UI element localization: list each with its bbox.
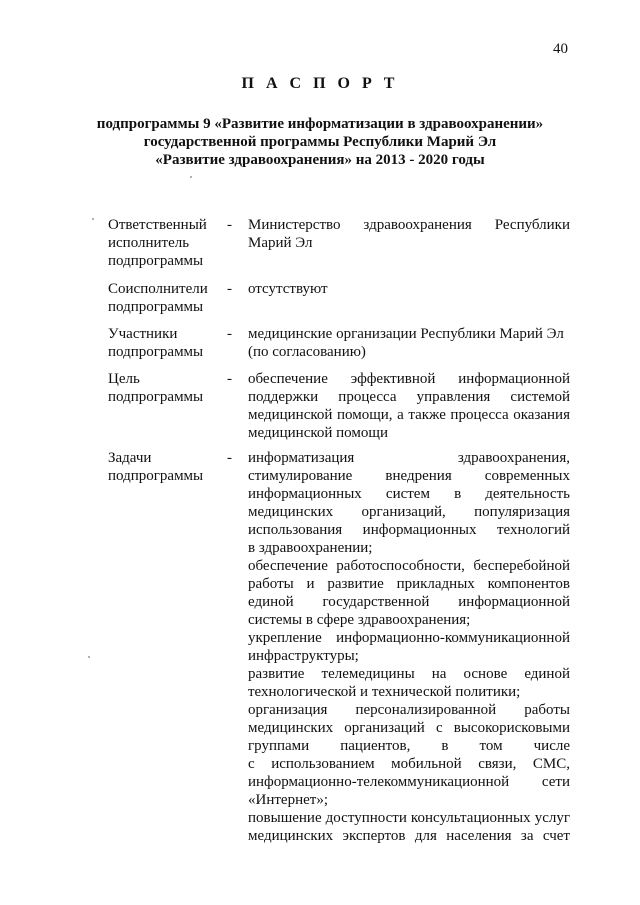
label-line: Цель	[108, 371, 140, 387]
value-line: единой государственной информационной	[248, 594, 570, 610]
subtitle-line: «Развитие здравоохранения» на 2013 - 2020 годы	[155, 152, 485, 168]
label-line: подпрограммы	[108, 299, 204, 315]
row-label	[108, 325, 220, 361]
label-line: Участники	[108, 326, 178, 342]
value-line: «Интернет»;	[248, 792, 328, 808]
value-line: стимулирование внедрения современных	[248, 468, 570, 484]
row-label	[108, 280, 220, 316]
value-line: информационных систем в деятельность	[248, 486, 570, 502]
subtitle-line: государственной программы Республики Марий Эл	[143, 134, 497, 150]
label-line: Соисполнители	[108, 281, 208, 297]
row-value	[248, 216, 570, 252]
scan-speck	[190, 176, 192, 178]
value-line: группами пациентов, в том числе	[248, 738, 570, 754]
value-line: повышение доступности консультационных услуг	[248, 810, 570, 826]
row-dash: -	[227, 281, 232, 297]
label-line: исполнитель	[108, 235, 190, 251]
value-line: (по согласованию)	[248, 344, 366, 360]
row-label	[108, 216, 220, 270]
value-line: с использованием мобильной связи, СМС,	[248, 756, 570, 772]
label-line: Ответственный	[108, 217, 207, 233]
value-line: медицинской помощи	[248, 425, 388, 441]
value-line: информационно-телекоммуникационной сети	[248, 774, 570, 790]
row-dash: -	[227, 450, 232, 466]
value-line: отсутствуют	[248, 281, 328, 297]
value-line: медицинской помощи, а также процесса оказания	[248, 407, 570, 423]
label-line: подпрограммы	[108, 253, 204, 269]
row-dash: -	[227, 371, 232, 387]
subtitle-line: подпрограммы 9 «Развитие информатизации в здравоохранении»	[96, 116, 544, 132]
document-title: П А С П О Р Т	[241, 75, 399, 92]
row-value	[248, 449, 570, 845]
row-value	[248, 280, 570, 298]
label-line: подпрограммы	[108, 389, 204, 405]
value-line: обеспечение эффективной информационной	[248, 371, 570, 387]
label-line: подпрограммы	[108, 344, 204, 360]
value-line: поддержки процесса управления системой	[248, 389, 570, 405]
row-dash: -	[227, 217, 232, 233]
label-line: Задачи	[108, 450, 152, 466]
value-line: в здравоохранении;	[248, 540, 373, 556]
value-line: Марий Эл	[248, 235, 313, 251]
value-line: работы и развитие прикладных компонентов	[248, 576, 570, 592]
value-line: медицинских экспертов для населения за счет	[248, 828, 570, 844]
value-line: медицинских организаций с высокорисковыми	[248, 720, 570, 736]
row-dash: -	[227, 326, 232, 342]
value-line: информатизация здравоохранения,	[248, 450, 570, 466]
row-label	[108, 449, 220, 485]
value-line: Министерство здравоохранения Республики	[248, 217, 570, 233]
value-line: развитие телемедицины на основе единой	[248, 666, 570, 682]
value-line: укрепление информационно-коммуникационной	[248, 630, 570, 646]
value-line: обеспечение работоспособности, бесперебойной	[248, 558, 570, 574]
page-number: 40	[553, 41, 568, 57]
value-line: системы в сфере здравоохранения;	[248, 612, 471, 628]
row-value	[248, 325, 570, 361]
value-line: медицинские организации Республики Марий Эл	[248, 326, 564, 342]
scan-speck	[88, 656, 90, 658]
document-subtitle	[0, 115, 640, 169]
label-line: подпрограммы	[108, 468, 204, 484]
row-value	[248, 370, 570, 442]
value-line: использования информационных технологий	[248, 522, 570, 538]
value-line: медицинских организаций, популяризация	[248, 504, 570, 520]
value-line: организация персонализированной работы	[248, 702, 570, 718]
scan-speck	[92, 218, 94, 220]
value-line: технологической и технической политики;	[248, 684, 521, 700]
row-label	[108, 370, 220, 406]
value-line: инфраструктуры;	[248, 648, 359, 664]
